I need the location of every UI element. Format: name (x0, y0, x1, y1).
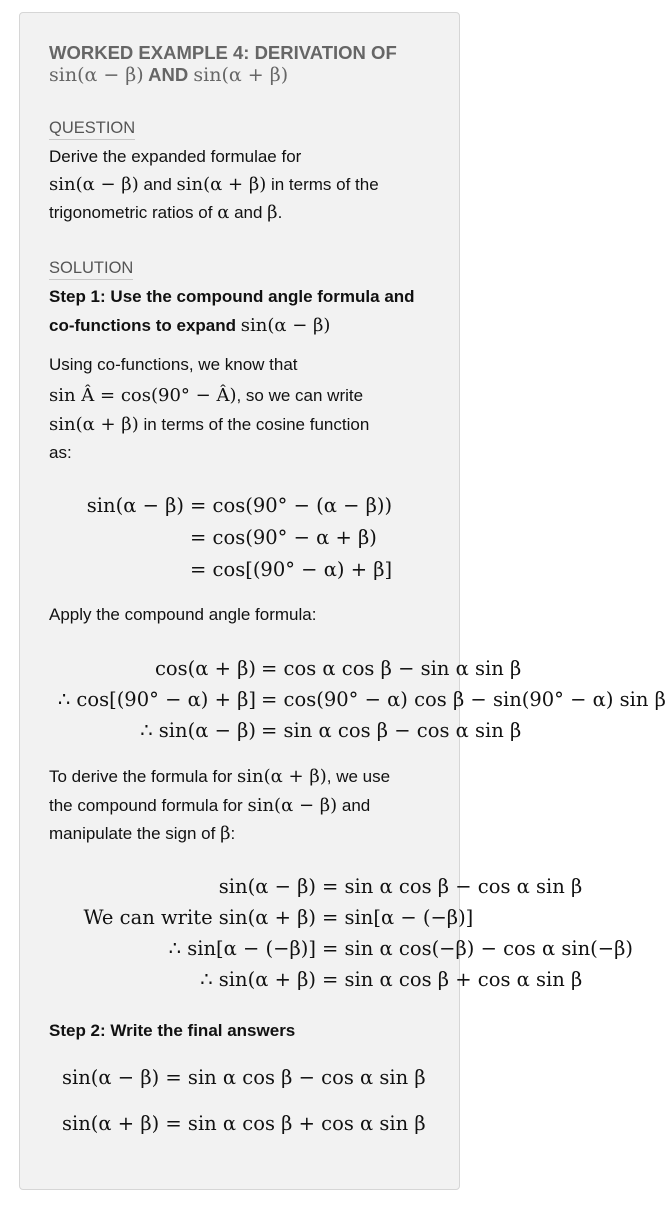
solution-label: SOLUTION (49, 259, 133, 280)
title-and: AND (148, 64, 189, 85)
step1-heading-line-2: co-functions to expand sin(α − β) (49, 315, 331, 336)
para3-line-2: the compound formula for sin(α − β) and (49, 795, 371, 816)
eq3-line4-rhs: = sin α cos β + cos α sin β (322, 968, 583, 991)
question-line-2: sin(α − β) and sin(α + β) in terms of the (49, 174, 379, 195)
eq3-line2-rhs: = sin[α − (−β)] (322, 906, 474, 929)
para1-line-1: Using co-functions, we know that (49, 355, 298, 374)
eq3-line1-lhs: sin(α − β) (218, 875, 316, 898)
para3-line-3: manipulate the sign of β: (49, 823, 236, 844)
step1-heading-line-1: Step 1: Use the compound angle formula and (49, 287, 415, 306)
eq3-line2-lhs: We can write sin(α + β) (83, 906, 316, 929)
eq1-rhs-1: = cos(90° − (α − β)) (190, 494, 393, 517)
eq3-line3-lhs: ∴ sin[α − (−β)] (168, 937, 316, 960)
eq2-line1-lhs: cos(α + β) (154, 657, 256, 680)
eq2-line3-rhs: = sin α cos β − cos α sin β (261, 719, 522, 742)
final-answer-2: sin(α + β) = sin α cos β + cos α sin β (62, 1112, 426, 1135)
para1-line-2: sin Â = cos(90° − Â), so we can write (49, 385, 364, 406)
eq1-rhs-3: = cos[(90° − α) + β] (190, 558, 393, 581)
para1-line-4: as: (49, 443, 72, 462)
eq3-line1-rhs: = sin α cos β − cos α sin β (322, 875, 583, 898)
para2: Apply the compound angle formula: (49, 605, 317, 624)
para1-line-3: sin(α + β) in terms of the cosine function (49, 414, 370, 435)
question-line-3: trigonometric ratios of α and β. (49, 202, 283, 223)
eq2-line2-lhs: ∴ cos[(90° − α) + β] (57, 688, 256, 711)
eq1-lhs: sin(α − β) (86, 494, 184, 517)
eq2-line1-rhs: = cos α cos β − sin α sin β (261, 657, 522, 680)
title-text: WORKED EXAMPLE 4: DERIVATION OF (49, 42, 397, 63)
title-expr-1: sin(α − β) (49, 64, 144, 86)
question-line-1: Derive the expanded formulae for (49, 147, 302, 166)
eq2-line3-lhs: ∴ sin(α − β) (140, 719, 256, 742)
title-expr-2: sin(α + β) (193, 64, 289, 86)
example-title (49, 42, 397, 64)
eq3-line4-lhs: ∴ sin(α + β) (200, 968, 316, 991)
eq1-rhs-2: = cos(90° − α + β) (190, 526, 377, 549)
eq3-line3-rhs: = sin α cos(−β) − cos α sin(−β) (322, 937, 634, 960)
example-title-line2 (49, 64, 288, 86)
final-answer-1: sin(α − β) = sin α cos β − cos α sin β (62, 1066, 426, 1089)
para3-line-1: To derive the formula for sin(α + β), we use (49, 766, 391, 787)
question-label: QUESTION (49, 119, 135, 140)
eq2-line2-rhs: = cos(90° − α) cos β − sin(90° − α) sin β (261, 688, 666, 711)
step2-heading: Step 2: Write the final answers (49, 1021, 296, 1040)
